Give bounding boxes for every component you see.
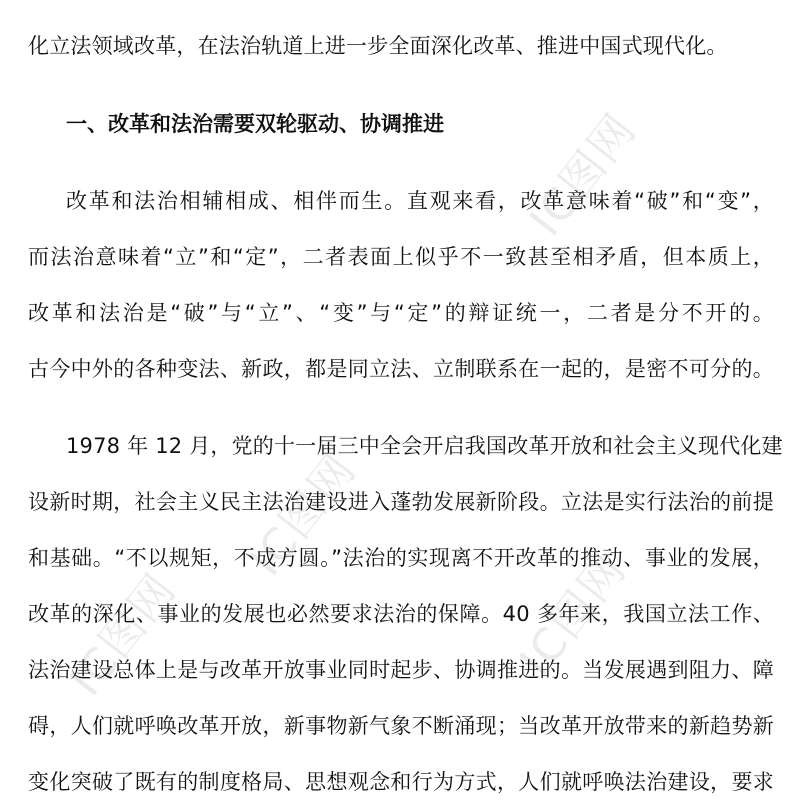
paragraph-line: 而法治意味着“立”和“定”，二者表面上似乎不一致甚至相矛盾，但本质上，: [28, 245, 774, 269]
watermark: IC图网: [510, 544, 637, 686]
paragraph-line: 1978 年 12 月，党的十一届三中全会开启我国改革开放和社会主义现代化建: [66, 434, 783, 458]
section-heading: 一、改革和法治需要双轮驱动、协调推进: [66, 112, 444, 136]
paragraph-line: 法治建设总体上是与改革开放事业同时起步、协调推进的。当发展遇到阻力、障: [28, 658, 774, 682]
paragraph-line: 和基础。“不以规矩，不成方圆。”法治的实现离不开改革的推动、事业的发展，: [28, 546, 774, 570]
paragraph-line: 改革的深化、事业的发展也必然要求法治的保障。40 多年来，我国立法工作、: [28, 602, 774, 626]
watermark: IC图网: [520, 104, 647, 246]
paragraph-line: 化立法领域改革，在法治轨道上进一步全面深化改革、推进中国式现代化。: [28, 34, 728, 58]
paragraph-line: 古今中外的各种变法、新政，都是同立法、立制联系在一起的，是密不可分的。: [28, 357, 774, 381]
paragraph-line: 改革和法治相辅相成、相伴而生。直观来看，改革意味着“破”和“变”，: [66, 189, 774, 213]
watermark: IC图网: [240, 444, 367, 586]
paragraph-line: 变化突破了既有的制度格局、思想观念和行为方式，人们就呼唤法治建设，要求: [28, 770, 774, 794]
paragraph-line: 改革和法治是“破”与“立”、“变”与“定”的辩证统一，二者是分不开的。: [28, 301, 774, 325]
paragraph-line: 碍，人们就呼唤改革开放，新事物新气象不断涌现；当改革开放带来的新趋势新: [28, 714, 774, 738]
watermark: IC图网: [60, 564, 187, 706]
paragraph-line: 设新时期，社会主义民主法治建设进入蓬勃发展新阶段。立法是实行法治的前提: [28, 490, 774, 514]
